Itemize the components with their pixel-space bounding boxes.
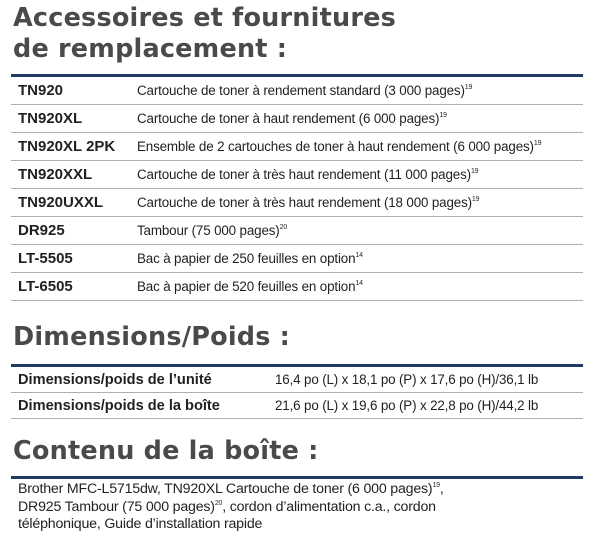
- footnote-ref: 20: [214, 499, 223, 507]
- description-text: Ensemble de 2 cartouches de toner à haut rendement (6 000 pages): [137, 139, 534, 154]
- product-description: [137, 77, 583, 105]
- accessories-heading-line2: de remplacement :: [13, 34, 288, 64]
- product-description: [137, 245, 583, 273]
- product-code: TN920: [11, 77, 137, 105]
- table-row: [11, 77, 583, 105]
- box-contents-part1: Brother MFC-L5715dw, TN920XL Cartouche de toner (6 000 pages): [18, 481, 433, 497]
- dimension-label: Dimensions/poids de la boîte: [11, 393, 275, 419]
- accessories-heading-line1: Accessoires et fournitures: [13, 3, 396, 33]
- table-row: [11, 393, 583, 419]
- product-code: TN920UXXL: [11, 189, 137, 217]
- table-row: [11, 273, 583, 301]
- product-code: DR925: [11, 217, 137, 245]
- product-description: [137, 273, 583, 301]
- box-contents-part3: , cordon d’alimentation c.a., cordon téléphonique, Guide d’installation rapide: [18, 498, 436, 532]
- footnote-ref: 19: [439, 112, 447, 119]
- description-text: Cartouche de toner à haut rendement (6 000 pages): [137, 111, 440, 126]
- product-description: [137, 105, 583, 133]
- box-contents-text: [18, 481, 488, 534]
- accessories-heading: [13, 3, 396, 65]
- dimension-label: Dimensions/poids de l’unité: [11, 367, 275, 393]
- box-contents-heading: Contenu de la boîte :: [13, 436, 319, 466]
- box-contents-divider: [11, 476, 583, 479]
- table-row: [11, 161, 583, 189]
- table-row: [11, 367, 583, 393]
- product-description: [137, 217, 583, 245]
- table-row: [11, 245, 583, 273]
- accessories-table: [11, 77, 583, 301]
- footnote-ref: 19: [533, 140, 542, 147]
- dimension-value: 21,6 po (L) x 19,6 po (P) x 22,8 po (H)/44,2 lb: [275, 393, 583, 419]
- dimensions-table: [11, 367, 583, 419]
- product-description: [137, 189, 583, 217]
- table-row: [11, 189, 583, 217]
- table-row: [11, 217, 583, 245]
- description-text: Cartouche de toner à très haut rendement (11 000 pages): [137, 167, 471, 182]
- footnote-ref: 14: [355, 252, 363, 259]
- footnote-ref: 19: [464, 84, 473, 91]
- box-contents-part2: , DR925 Tambour (75 000 pages): [18, 481, 444, 515]
- dimensions-heading: Dimensions/Poids :: [13, 322, 291, 352]
- table-row: [11, 105, 583, 133]
- product-code: TN920XL 2PK: [11, 133, 137, 161]
- product-description: [137, 133, 583, 161]
- description-text: Cartouche de toner à très haut rendement (18 000 pages): [137, 195, 472, 210]
- product-code: LT-5505: [11, 245, 137, 273]
- footnote-ref: 14: [355, 280, 363, 287]
- table-row: [11, 133, 583, 161]
- dimension-value: 16,4 po (L) x 18,1 po (P) x 17,6 po (H)/36,1 lb: [275, 367, 583, 393]
- product-code: TN920XL: [11, 105, 137, 133]
- footnote-ref: 19: [471, 196, 480, 203]
- description-text: Bac à papier de 520 feuilles en option: [137, 279, 356, 294]
- footnote-ref: 19: [432, 482, 440, 489]
- description-text: Cartouche de toner à rendement standard (3 000 pages): [137, 83, 465, 98]
- footnote-ref: 19: [470, 168, 479, 175]
- product-code: LT-6505: [11, 273, 137, 301]
- product-code: TN920XXL: [11, 161, 137, 189]
- description-text: Bac à papier de 250 feuilles en option: [137, 251, 356, 266]
- footnote-ref: 20: [279, 224, 288, 231]
- description-text: Tambour (75 000 pages): [137, 223, 280, 238]
- product-description: [137, 161, 583, 189]
